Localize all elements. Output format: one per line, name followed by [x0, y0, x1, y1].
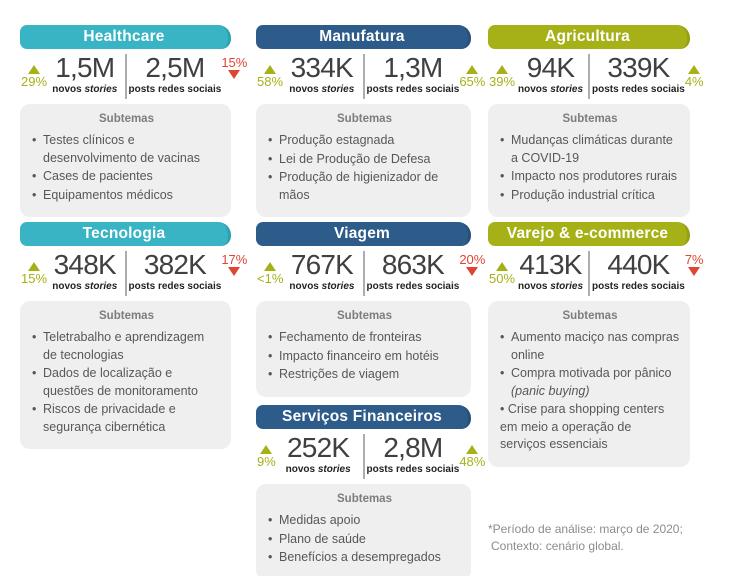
subtopics-title: Subtemas [337, 113, 392, 125]
list-item: • Fechamento de fronteiras [268, 329, 461, 347]
posts-count-label: posts redes sociais [366, 464, 460, 476]
stories-trend [489, 65, 515, 88]
trend-percent: 20% [459, 252, 486, 267]
posts-trend [685, 252, 704, 276]
subtopics-title: Subtemas [99, 113, 154, 125]
trend-percent: 50% [489, 271, 516, 286]
subtopics-list [32, 132, 221, 204]
trend-arrow-icon [496, 65, 508, 74]
list-item: • Mudanças climáticas durante a COVID-19 [500, 132, 680, 167]
card-agricultura [488, 25, 704, 217]
stories-trend [21, 65, 47, 88]
footnote-line-1: *Período de análise: março de 2020; [488, 522, 683, 536]
posts-count: 2,8M [383, 432, 443, 463]
stat-divider [125, 251, 127, 296]
stat-social-posts [592, 52, 704, 96]
list-item: • Restrições de viagem [268, 366, 461, 384]
footnote-line-2: Contexto: cenário global. [491, 539, 624, 554]
subtopics-list [500, 132, 680, 204]
stats-row [20, 249, 248, 296]
trend-arrow-icon [228, 70, 240, 79]
stat-social-posts [128, 52, 248, 96]
posts-count: 2,5M [145, 52, 205, 83]
stories-count: 252K [287, 432, 350, 463]
stories-count: 94K [526, 52, 575, 83]
subtopics-box [256, 104, 471, 217]
card-servicos-financeiros [256, 405, 486, 576]
stats-row [488, 249, 704, 296]
stat-new-stories [489, 250, 586, 292]
stories-count: 348K [53, 249, 116, 280]
stories-count: 1,5M [55, 52, 115, 83]
list-item: • Cases de pacientes [32, 168, 221, 186]
list-item: • Lei de Produção de Defesa [268, 151, 461, 169]
trend-percent: 29% [21, 74, 48, 89]
posts-count: 863K [381, 249, 445, 280]
stories-italic: stories [84, 281, 118, 293]
posts-count-label: posts redes sociais [366, 281, 460, 293]
stories-italic: stories [84, 84, 118, 96]
stat-new-stories [489, 53, 586, 95]
subtopics-box [20, 104, 231, 217]
trend-percent: <1% [257, 271, 284, 286]
stories-count: 334K [290, 52, 353, 83]
posts-count-label: posts redes sociais [128, 281, 222, 293]
card-title: Tecnologia [20, 222, 231, 246]
stories-trend [257, 65, 283, 88]
stories-count-label: novos stories [289, 281, 355, 293]
list-item: • Produção de higienizador de mãos [268, 169, 461, 204]
trend-percent: 4% [684, 74, 704, 89]
panic-buying-italic: (panic buying) [511, 383, 590, 398]
list-item: • Medidas apoio [268, 512, 461, 530]
list-item: • Plano de saúde [268, 531, 461, 549]
list-item: • Produção estagnada [268, 132, 461, 150]
subtopics-box [20, 301, 231, 449]
subtopics-title: Subtemas [337, 310, 392, 322]
stories-trend [489, 262, 515, 285]
trend-percent: 58% [257, 74, 284, 89]
stats-row [256, 432, 486, 479]
stats-row [256, 249, 486, 296]
posts-count: 382K [143, 249, 207, 280]
stat-divider [363, 434, 365, 479]
card-title: Agricultura [488, 25, 690, 49]
stories-italic: stories [550, 281, 584, 293]
trend-percent: 9% [257, 454, 276, 469]
list-item: • Compra motivada por pânico (panic buying) [500, 365, 680, 400]
stats-row [256, 52, 486, 99]
subtopics-list [268, 329, 461, 384]
trend-arrow-icon [264, 65, 276, 74]
stat-social-posts [366, 432, 486, 476]
footnote [488, 521, 728, 556]
posts-trend [459, 65, 485, 88]
card-tecnologia [20, 222, 248, 449]
posts-count-label: posts redes sociais [366, 84, 460, 96]
stories-italic: stories [321, 281, 355, 293]
posts-trend [221, 55, 247, 79]
stories-count-label: novos stories [285, 464, 351, 476]
subtopics-box [256, 484, 471, 576]
stories-count-label: novos stories [518, 84, 584, 96]
subtopics-title: Subtemas [337, 493, 392, 505]
stat-new-stories [257, 53, 361, 95]
card-title: Varejo & e-commerce [488, 222, 690, 246]
subtopics-title: Subtemas [562, 113, 618, 125]
list-item: • Crise para shopping centers em meio a operação de serviços essenciais [500, 401, 680, 454]
list-item: • Riscos de privacidade e segurança cibernética [32, 401, 221, 436]
posts-trend [221, 252, 247, 276]
stories-count: 413K [519, 249, 582, 280]
subtopics-box [488, 301, 690, 467]
trend-arrow-icon [688, 267, 700, 276]
stat-social-posts [128, 249, 248, 293]
stories-trend [257, 262, 283, 285]
card-varejo-ecommerce [488, 222, 704, 467]
stat-divider [588, 251, 590, 296]
stat-new-stories [257, 433, 361, 475]
stories-italic: stories [321, 84, 355, 96]
card-manufatura [256, 25, 486, 217]
list-item: • Teletrabalho e aprendizagem de tecnologias [32, 329, 221, 364]
stories-italic: stories [317, 464, 351, 476]
stories-count-label: novos stories [52, 84, 118, 96]
posts-count: 440K [607, 249, 670, 280]
card-viagem [256, 222, 486, 397]
trend-arrow-icon [496, 262, 508, 271]
list-item: • Dados de localização e questões de monitoramento [32, 365, 221, 400]
subtopics-list [32, 329, 221, 436]
stat-new-stories [21, 53, 123, 95]
trend-arrow-icon [228, 267, 240, 276]
card-healthcare [20, 25, 248, 217]
posts-count: 339K [607, 52, 670, 83]
trend-percent: 65% [459, 74, 486, 89]
posts-count-label: posts redes sociais [592, 281, 685, 293]
trend-arrow-icon [28, 262, 40, 271]
posts-trend [459, 252, 485, 276]
trend-arrow-icon [28, 65, 40, 74]
stories-trend [21, 262, 47, 285]
stories-count-label: novos stories [52, 281, 118, 293]
card-title: Viagem [256, 222, 471, 246]
list-item: • Testes clínicos e desenvolvimento de vacinas [32, 132, 221, 167]
list-item: • Benefícios a desempregados [268, 549, 461, 567]
subtopics-list [500, 329, 680, 454]
stat-divider [363, 251, 365, 296]
posts-trend [459, 445, 485, 468]
stats-row [20, 52, 248, 99]
stories-count-label: novos stories [518, 281, 584, 293]
subtopics-list [268, 132, 461, 204]
stat-social-posts [592, 249, 704, 293]
card-title: Manufatura [256, 25, 471, 49]
stories-count: 767K [290, 249, 354, 280]
subtopics-title: Subtemas [99, 310, 154, 322]
trend-percent: 48% [459, 454, 486, 469]
posts-count-label: posts redes sociais [128, 84, 222, 96]
stat-social-posts [366, 249, 486, 293]
stat-divider [363, 54, 365, 99]
stat-new-stories [21, 250, 123, 292]
card-title: Healthcare [20, 25, 231, 49]
trend-arrow-icon [466, 65, 478, 74]
list-item: • Impacto nos produtores rurais [500, 168, 680, 186]
stories-count-label: novos stories [289, 84, 355, 96]
trend-percent: 17% [221, 252, 248, 267]
trend-arrow-icon [264, 262, 276, 271]
posts-count-label: posts redes sociais [592, 84, 685, 96]
stories-italic: stories [550, 84, 584, 96]
trend-arrow-icon [466, 445, 478, 454]
stat-new-stories [257, 250, 361, 292]
stat-divider [125, 54, 127, 99]
subtopics-list [268, 512, 461, 567]
posts-count: 1,3M [383, 52, 443, 83]
list-item: • Equipamentos médicos [32, 187, 221, 205]
trend-percent: 39% [489, 74, 516, 89]
card-title: Serviços Financeiros [256, 405, 471, 429]
trend-percent: 15% [221, 55, 248, 70]
subtopics-title: Subtemas [562, 310, 618, 322]
trend-percent: 15% [21, 271, 48, 286]
trend-arrow-icon [688, 65, 700, 74]
posts-trend [685, 65, 704, 88]
stats-row [488, 52, 704, 99]
stat-divider [588, 54, 590, 99]
trend-arrow-icon [466, 267, 478, 276]
list-item: • Aumento maciço nas compras online [500, 329, 680, 364]
stories-trend [257, 445, 276, 468]
subtopics-box [256, 301, 471, 397]
trend-percent: 7% [684, 252, 704, 267]
subtopics-box [488, 104, 690, 217]
list-item: • Produção industrial crítica [500, 187, 680, 205]
trend-arrow-icon [260, 445, 272, 454]
list-item: • Impacto financeiro em hotéis [268, 348, 461, 366]
stat-social-posts [366, 52, 486, 96]
